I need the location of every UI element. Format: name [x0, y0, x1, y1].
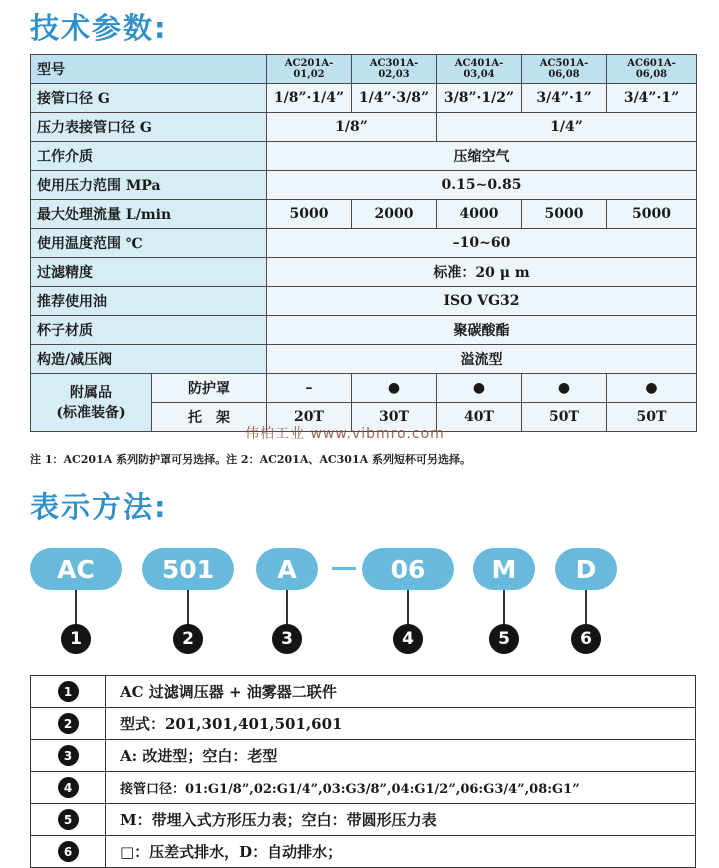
spec-row-flow	[31, 200, 697, 229]
spec-label: 推荐使用油	[31, 287, 267, 316]
gauge-cell: 1/4”	[437, 113, 697, 142]
legend-row	[31, 708, 696, 740]
port-cell: 3/4”·1”	[522, 84, 607, 113]
legend-table	[30, 675, 696, 868]
filter-cell: 标准：20 μ m	[267, 258, 697, 287]
connector-line	[286, 590, 288, 626]
legend-row	[31, 804, 696, 836]
flow-cell: 4000	[437, 200, 522, 229]
legend-row	[31, 676, 696, 708]
legend-marker: 5	[58, 809, 79, 830]
code-part-series: AC	[30, 548, 122, 590]
spec-row-gauge	[31, 113, 697, 142]
spec-row-model	[31, 55, 697, 84]
spec-label: 型号	[31, 55, 267, 84]
spec-label: 构造/减压阀	[31, 345, 267, 374]
marker-circle: 6	[571, 624, 601, 654]
legend-text: 接管口径：01:G1/8”,02:G1/4”,03:G3/8”,04:G1/2”,06:G3/4”,08:G1”	[106, 772, 696, 804]
bracket-cell: 50T	[522, 403, 607, 432]
spec-label: 接管口径 G	[31, 84, 267, 113]
connector-line	[75, 590, 77, 626]
accessory-label-line1: 附属品	[70, 384, 112, 401]
port-cell: 3/4”·1”	[607, 84, 697, 113]
bracket-label: 托 架	[152, 403, 267, 432]
legend-marker: 1	[58, 681, 79, 702]
spec-row-pressure	[31, 171, 697, 200]
flow-cell: 5000	[522, 200, 607, 229]
guard-cell: ●	[352, 374, 437, 403]
footnote: 注 1：AC201A 系列防护罩可另选择。注 2：AC201A、AC301A 系列短杯可另选择。	[30, 453, 471, 466]
spec-row-filter	[31, 258, 697, 287]
port-cell: 3/8”·1/2”	[437, 84, 522, 113]
marker-circle: 3	[272, 624, 302, 654]
legend-marker: 6	[58, 841, 79, 862]
spec-table	[30, 54, 697, 432]
spec-row-guard	[31, 374, 697, 403]
guard-cell: –	[267, 374, 352, 403]
guard-label: 防护罩	[152, 374, 267, 403]
model-cell: AC501A-06,08	[522, 55, 607, 84]
guard-cell: ●	[607, 374, 697, 403]
model-cell: AC401A-03,04	[437, 55, 522, 84]
spec-label: 最大处理流量 L/min	[31, 200, 267, 229]
legend-text: A: 改进型；空白：老型	[106, 740, 696, 772]
spec-label: 杯子材质	[31, 316, 267, 345]
watermark: 伟柏工业 www.vibmro.com	[245, 426, 445, 442]
legend-text: □：压差式排水，D：自动排水；	[106, 836, 696, 868]
legend-text: 型式：201,301,401,501,601	[106, 708, 696, 740]
port-cell: 1/8”·1/4”	[267, 84, 352, 113]
code-part-version: A	[256, 548, 318, 590]
marker-circle: 4	[393, 624, 423, 654]
spec-label: 使用温度范围 ℃	[31, 229, 267, 258]
section-title-specs: 技术参数:	[30, 11, 168, 45]
struct-cell: 溢流型	[267, 345, 697, 374]
connector-line	[585, 590, 587, 626]
legend-text: AC 过滤调压器 + 油雾器二联件	[106, 676, 696, 708]
model-cell: AC201A-01,02	[267, 55, 352, 84]
spec-label: 过滤精度	[31, 258, 267, 287]
legend-row	[31, 772, 696, 804]
flow-cell: 5000	[267, 200, 352, 229]
gauge-cell: 1/8”	[267, 113, 437, 142]
accessory-label	[31, 374, 152, 432]
pressure-cell: 0.15~0.85	[267, 171, 697, 200]
spec-row-temp	[31, 229, 697, 258]
section-title-notation: 表示方法:	[30, 490, 168, 524]
model-cell: AC601A-06,08	[607, 55, 697, 84]
spec-row-oil	[31, 287, 697, 316]
code-part-type: 501	[142, 548, 234, 590]
legend-row	[31, 740, 696, 772]
marker-circle: 2	[173, 624, 203, 654]
model-cell: AC301A-02,03	[352, 55, 437, 84]
medium-cell: 压缩空气	[267, 142, 697, 171]
spec-label: 压力表接管口径 G	[31, 113, 267, 142]
code-part-gauge: M	[473, 548, 535, 590]
guard-cell: ●	[522, 374, 607, 403]
bracket-cell: 50T	[607, 403, 697, 432]
connector-line	[503, 590, 505, 626]
legend-marker: 2	[58, 713, 79, 734]
bracket-cell: 30T	[352, 403, 437, 432]
temp-cell: –10~60	[267, 229, 697, 258]
spec-row-cup	[31, 316, 697, 345]
legend-marker: 3	[58, 745, 79, 766]
bracket-cell: 20T	[267, 403, 352, 432]
code-dash	[332, 567, 356, 570]
flow-cell: 2000	[352, 200, 437, 229]
oil-cell: ISO VG32	[267, 287, 697, 316]
marker-circle: 1	[61, 624, 91, 654]
legend-marker: 4	[58, 777, 79, 798]
code-part-drain: D	[555, 548, 617, 590]
bracket-cell: 40T	[437, 403, 522, 432]
flow-cell: 5000	[607, 200, 697, 229]
accessory-label-line2: (标准装备)	[56, 404, 126, 421]
spec-row-struct	[31, 345, 697, 374]
spec-label: 工作介质	[31, 142, 267, 171]
connector-line	[407, 590, 409, 626]
cup-cell: 聚碳酸酯	[267, 316, 697, 345]
spec-row-medium	[31, 142, 697, 171]
code-part-port: 06	[362, 548, 454, 590]
marker-circle: 5	[489, 624, 519, 654]
guard-cell: ●	[437, 374, 522, 403]
spec-row-port	[31, 84, 697, 113]
legend-row	[31, 836, 696, 868]
legend-text: M：带埋入式方形压力表；空白：带圆形压力表	[106, 804, 696, 836]
connector-line	[187, 590, 189, 626]
spec-label: 使用压力范围 MPa	[31, 171, 267, 200]
port-cell: 1/4”·3/8”	[352, 84, 437, 113]
